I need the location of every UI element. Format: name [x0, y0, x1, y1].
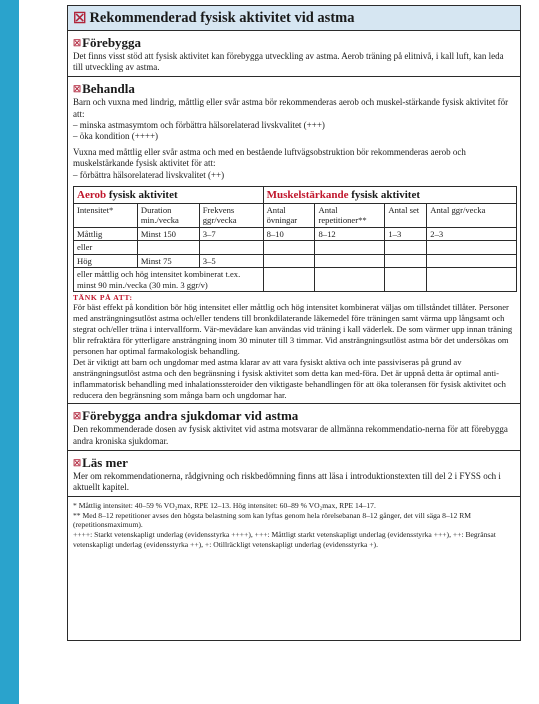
behandla-bullet: – öka kondition (++++): [73, 131, 159, 142]
section-footnotes: [68, 497, 520, 552]
section-forebygga: [68, 31, 520, 77]
behandla-intro-2: Vuxna med måttlig eller svår astma och med en bestående luftvägsobstruktion bör rekommenderas aerob och muskelstärkande fysisk aktivitet för att:: [73, 147, 466, 169]
section-heading: Läs mer: [82, 454, 128, 470]
recommendation-card: [67, 5, 521, 641]
behandla-intro-1: Barn och vuxna med lindrig, måttlig eller svår astma bör rekommenderas aerob och muskel-stärkande fysisk aktivitet för att:: [73, 97, 509, 119]
tank-pa-att-text: För bäst effekt på kondition bör hög intensitet eller måttlig och hög intensitet kombinerat väljas om tillståndet tillåter. Personer med ansträngningsutlöst astma och/eller tendens till bronkdilaterande läkemedel före träningen samt värma upp långsamt och stegrat och/eller träna i intervallform. Vär-mevädare kan användas vid träning i kall väderlek. De som värmer upp innan träning blir refraktära för ytterligare ansträngning inom 30 minuter till 3 timmar. Vid ansträngningsutlöst astma bör det undersökas om personen har optimal farmakologisk behandling.: [73, 302, 513, 356]
muskel-header: Muskelstärkande fysisk aktivitet: [263, 186, 516, 203]
accent-bar: [0, 0, 19, 704]
footnote: ** Med 8–12 repetitioner avses den högsta belastning som kan lyftas genom hela rörelsebanan 8–12 gånger, det vill säga 8–12 RM (repetitionsmaximum).: [73, 510, 472, 530]
checkbox-icon: ☒: [73, 84, 82, 95]
checkbox-icon: ☒: [73, 38, 82, 48]
activity-table: [73, 186, 517, 293]
table-row: Hög Minst 75 3–5: [74, 254, 517, 268]
col-header: Antal övningar: [263, 203, 315, 227]
col-header: Antal set: [385, 203, 427, 227]
title-bar: [68, 6, 520, 31]
section-heading: Förebygga andra sjukdomar vid astma: [82, 408, 299, 424]
col-header: Intensitet*: [74, 203, 138, 227]
section-heading: Förebygga: [82, 35, 142, 50]
table-row: Måttlig Minst 150 3–7 8–10 8–12 1–3 2–3: [74, 227, 517, 241]
footnote: ++++: Starkt vetenskapligt underlag (evidensstyrka ++++), +++: Måttligt starkt vetenskapligt underlag (evidensstyrka +++), ++: Begränsat vetenskapligt underlag (evidensstyrka ++), +: Otillräckligt vetenskapligt underlag (evidensstyrka +).: [73, 530, 496, 549]
checkbox-icon: ☒: [73, 10, 87, 27]
col-header: Duration min./vecka: [137, 203, 199, 227]
section-andra-sjukdomar: [68, 404, 520, 450]
section-text: Den rekommenderade dosen av fysisk aktivitet vid astma motsvarar de allmänna rekommendatio-nerna för att förebygga andra kroniska sjukdomar.: [73, 424, 508, 446]
section-heading: Behandla: [82, 81, 135, 97]
col-header: Antal repetitioner**: [315, 203, 385, 227]
table-row: eller: [74, 241, 517, 255]
section-behandla: [68, 77, 520, 404]
section-text: Mer om rekommendationerna, rådgivning och riskbedömning finns att läsa i introduktionstexten till del 2 i FYSS och i aktuellt kapitel.: [73, 470, 501, 493]
tank-pa-att-text: Det är viktigt att barn och ungdomar med astma klarar av att vara fysiskt aktiva och inte passiviseras på grund av ansträngningsutlöst astma och den begränsning i fysisk aktivitet som detta kan med-föra. Det är uppnå detta är optimal anti-inflammatorisk behandling med inhalationssteroider den viktigaste behandlingen för att öka toleransen för fysisk aktivitet och reducera den begränsning som många barn och ungdomar har.: [73, 356, 506, 400]
col-header: Antal ggr/vecka: [427, 203, 517, 227]
aerob-header: Aerob fysisk aktivitet: [74, 186, 264, 203]
tank-pa-att-heading: TÄNK PÅ ATT:: [73, 293, 133, 303]
section-text: Det finns visst stöd att fysisk aktivitet kan förebygga utveckling av astma. Aerob träning på elitnivå, i kall luft, kan leda till utveckling av astma.: [73, 51, 504, 73]
behandla-bullet: – förbättra hälsorelaterad livskvalitet (++): [73, 169, 225, 180]
col-header: Frekvens ggr/vecka: [199, 203, 263, 227]
page-title: Rekommenderad fysisk aktivitet vid astma: [89, 9, 355, 26]
footnote: * Måttlig intensitet: 40–59 % VO₂max, RPE 12–13. Hög intensitet: 60–89 % VO₂max, RPE 14–17.: [73, 501, 376, 511]
section-las-mer: [68, 451, 520, 497]
behandla-bullet: – minska astmasymtom och förbättra hälsorelaterad livskvalitet (+++): [73, 119, 325, 130]
checkbox-icon: ☒: [73, 457, 82, 468]
checkbox-icon: ☒: [73, 411, 82, 422]
table-row: eller måttlig och hög intensitet kombinerat t.ex. minst 90 min./vecka (30 min. 3 ggr/v): [74, 268, 517, 292]
